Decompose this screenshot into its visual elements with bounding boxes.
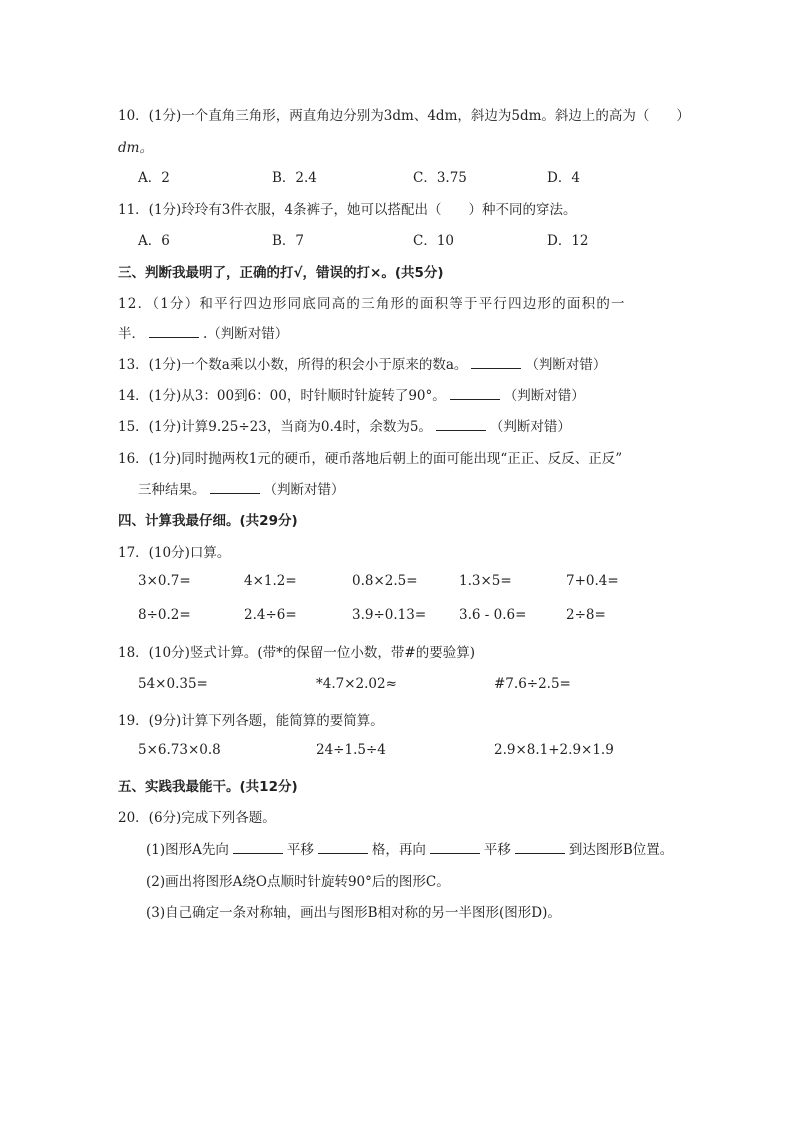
- q17-item: 3.9÷0.13=: [352, 607, 427, 623]
- answer-blank-13[interactable]: [471, 356, 521, 369]
- q10-option-a: A．2: [138, 170, 170, 186]
- q17-item: 4×1.2=: [244, 573, 297, 589]
- answer-blank-cells[interactable]: [318, 841, 368, 854]
- q17-item: 3.6 - 0.6=: [459, 607, 527, 623]
- section-5-heading: 五、实践我最能干。(共12分): [118, 779, 298, 795]
- q11-option-b: B．7: [272, 233, 305, 249]
- q17-item: 2÷8=: [566, 607, 606, 623]
- question-12-line2: [118, 322, 288, 342]
- q11-option-c: C．10: [413, 233, 455, 249]
- q17-item: 8÷0.2=: [138, 607, 191, 623]
- q17-item: 0.8×2.5=: [352, 573, 418, 589]
- q17-item: 1.3×5=: [459, 573, 512, 589]
- q18-item: 54×0.35=: [138, 676, 208, 692]
- q10-option-c: C．3.75: [413, 170, 467, 186]
- q15-suffix: （判断对错）: [489, 419, 571, 435]
- q14-suffix: （判断对错）: [503, 388, 585, 404]
- answer-blank-12[interactable]: [149, 325, 199, 338]
- q19-item: 5×6.73×0.8: [138, 742, 221, 758]
- question-14: [118, 384, 585, 404]
- question-20-part-2: (2)画出将图形A绕O点顺时针旋转90°后的图形C。: [146, 874, 450, 890]
- q18-item: *4.7×2.02≈: [316, 676, 397, 692]
- q13-suffix: （判断对错）: [525, 357, 607, 373]
- question-16: 16．(1分)同时抛两枚1元的硬币，硬币落地后朝上的面可能出现“正正、反反、正反”: [118, 451, 623, 467]
- question-20-part-1: [146, 838, 673, 858]
- question-13: [118, 353, 606, 373]
- question-18-title: 18．(10分)竖式计算。(带*的保留一位小数，带#的要验算): [118, 645, 475, 661]
- q20-1-text-a: (1)图形A先向: [146, 842, 229, 858]
- q20-1-text-c: 格，再向: [371, 842, 426, 858]
- answer-blank-direction-1[interactable]: [233, 841, 283, 854]
- question-15: [118, 415, 571, 435]
- q17-item: 2.4÷6=: [244, 607, 297, 623]
- question-10-unit: dm。: [118, 140, 153, 156]
- question-16-line2: [138, 478, 345, 498]
- q10-option-b: B．2.4: [272, 170, 317, 186]
- answer-blank-14[interactable]: [450, 387, 500, 400]
- q20-1-text-b: 平移: [286, 842, 314, 858]
- q11-option-a: A．6: [138, 233, 170, 249]
- q16-suffix: （判断对错）: [263, 482, 345, 498]
- q15-text: 15．(1分)计算9.25÷23，当商为0.4时，余数为5。: [118, 419, 432, 435]
- answer-blank-16[interactable]: [210, 481, 260, 494]
- q20-1-text-e: 到达图形B位置。: [568, 842, 674, 858]
- question-20-title: 20．(6分)完成下列各题。: [118, 810, 276, 826]
- q12-text: 半．: [118, 326, 145, 342]
- q18-item: #7.6÷2.5=: [494, 676, 571, 692]
- question-19-title: 19．(9分)计算下列各题，能简算的要简算。: [118, 713, 384, 729]
- q17-item: 3×0.7=: [138, 573, 191, 589]
- question-10: 10．(1分)一个直角三角形，两直角边分别为3dm、4dm，斜边为5dm。斜边上的高为（ ）: [118, 108, 690, 124]
- q13-text: 13．(1分)一个数a乘以小数，所得的积会小于原来的数a。: [118, 357, 468, 373]
- section-3-heading: 三、判断我最明了，正确的打√，错误的打×。(共5分): [118, 265, 444, 281]
- section-4-heading: 四、计算我最仔细。(共29分): [118, 513, 298, 529]
- q19-item: 2.9×8.1+2.9×1.9: [494, 742, 614, 758]
- answer-blank-distance[interactable]: [515, 841, 565, 854]
- q11-option-d: D．12: [547, 233, 589, 249]
- q12-suffix: .（判断对错）: [203, 326, 289, 342]
- answer-blank-15[interactable]: [436, 418, 486, 431]
- q20-1-text-d: 平移: [483, 842, 511, 858]
- q16-text: 三种结果。: [138, 482, 206, 498]
- question-17-title: 17．(10分)口算。: [118, 545, 231, 561]
- question-20-part-3: (3)自己确定一条对称轴，画出与图形B相对称的另一半图形(图形D)。: [146, 905, 561, 921]
- q10-option-d: D．4: [547, 170, 580, 186]
- q14-text: 14．(1分)从3：00到6：00，时针顺时针旋转了90°。: [118, 388, 446, 404]
- question-11: 11．(1分)玲玲有3件衣服，4条裤子，她可以搭配出（ ）种不同的穿法。: [118, 202, 577, 218]
- question-12: 12．（1分）和平行四边形同底同高的三角形的面积等于平行四边形的面积的一: [118, 296, 626, 312]
- answer-blank-direction-2[interactable]: [430, 841, 480, 854]
- q17-item: 7+0.4=: [566, 573, 619, 589]
- q19-item: 24÷1.5÷4: [316, 742, 386, 758]
